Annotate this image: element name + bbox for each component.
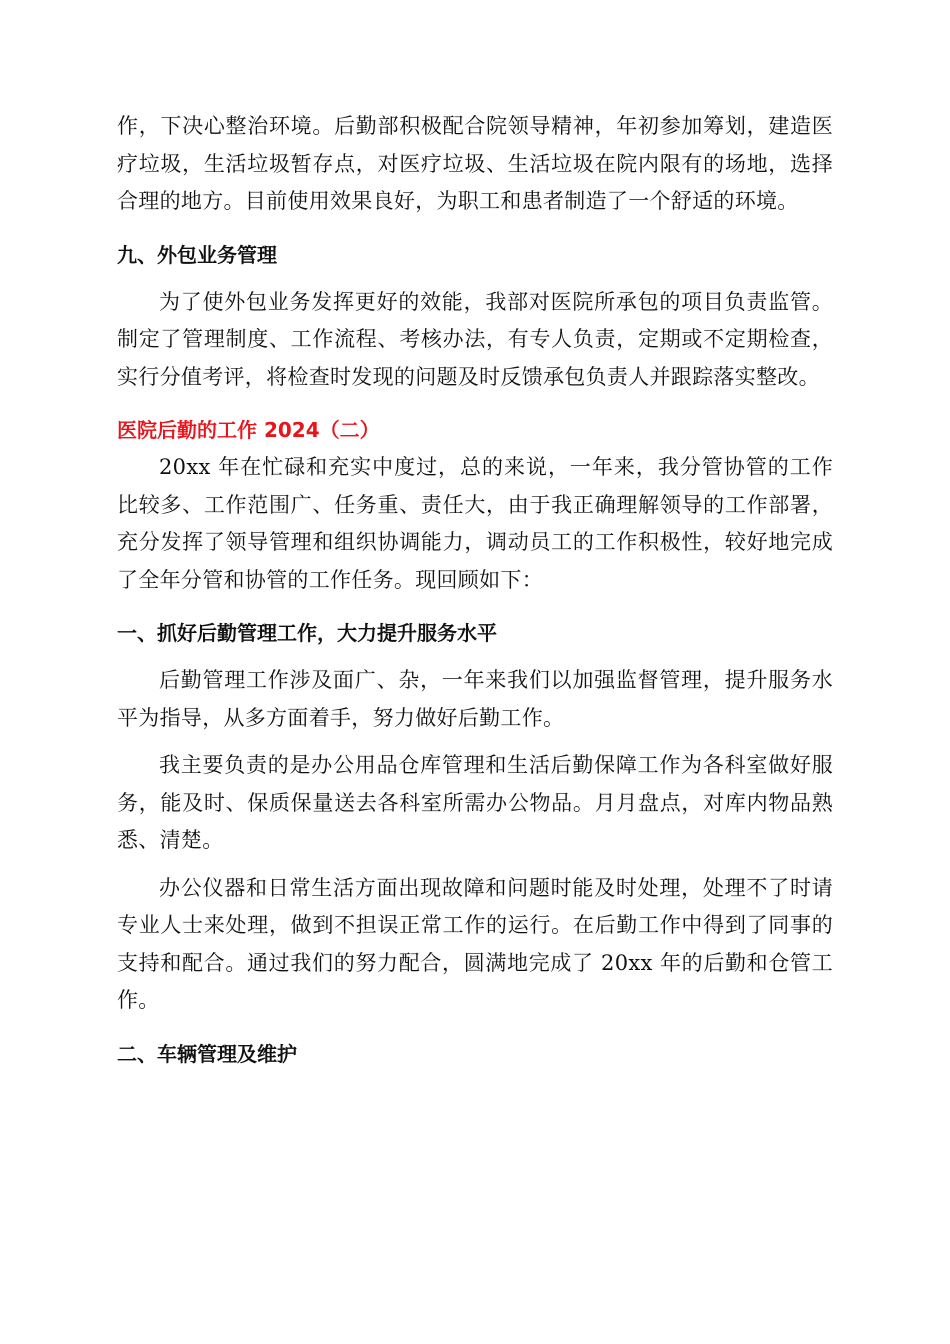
section-heading-vehicles: 二、车辆管理及维护: [117, 1041, 297, 1066]
section-heading-logistics: 一、抓好后勤管理工作，大力提升服务水平: [117, 621, 497, 645]
section-heading-outsourcing: 九、外包业务管理: [117, 242, 277, 267]
logistics-paragraph-3: 办公仪器和日常生活方面出现故障和问题时能及时处理，处理不了时请专业人士来处理，做到不担误正常工作的运行。在后勤工作中得到了同事的支持和配合。通过我们的努力配合，圆满地完成了 20xx 年的后勤和仓管工作。: [117, 875, 833, 1012]
logistics-paragraph-2: 我主要负责的是办公用品仓库管理和生活后勤保障工作为各科室做好服务，能及时、保质保量送去各科室所需办公物品。月月盘点，对库内物品熟悉、清楚。: [117, 753, 833, 852]
logistics-paragraph-1: 后勤管理工作涉及面广、杂，一年来我们以加强监督管理，提升服务水平为指导，从多方面着手，努力做好后勤工作。: [117, 668, 833, 730]
document-body: [117, 108, 833, 1073]
part-title: 医院后勤的工作 2024（二）: [117, 418, 380, 442]
intro-paragraph: 20xx 年在忙碌和充实中度过，总的来说，一年来，我分管协管的工作比较多、工作范围广、任务重、责任大，由于我正确理解领导的工作部署，充分发挥了领导管理和组织协调能力，调动员工的工作积极性，较好地完成了全年分管和协管的工作任务。现回顾如下：: [117, 455, 833, 592]
continued-paragraph: 作，下决心整治环境。后勤部积极配合院领导精神，年初参加筹划，建造医疗垃圾，生活垃圾暂存点，对医疗垃圾、生活垃圾在院内限有的场地，选择合理的地方。目前使用效果良好，为职工和患者制造了一个舒适的环境。: [117, 114, 833, 213]
outsourcing-paragraph: 为了使外包业务发挥更好的效能，我部对医院所承包的项目负责监管。制定了管理制度、工作流程、考核办法，有专人负责，定期或不定期检查，实行分值考评，将检查时发现的问题及时反馈承包负责人并跟踪落实整改。: [117, 289, 833, 389]
